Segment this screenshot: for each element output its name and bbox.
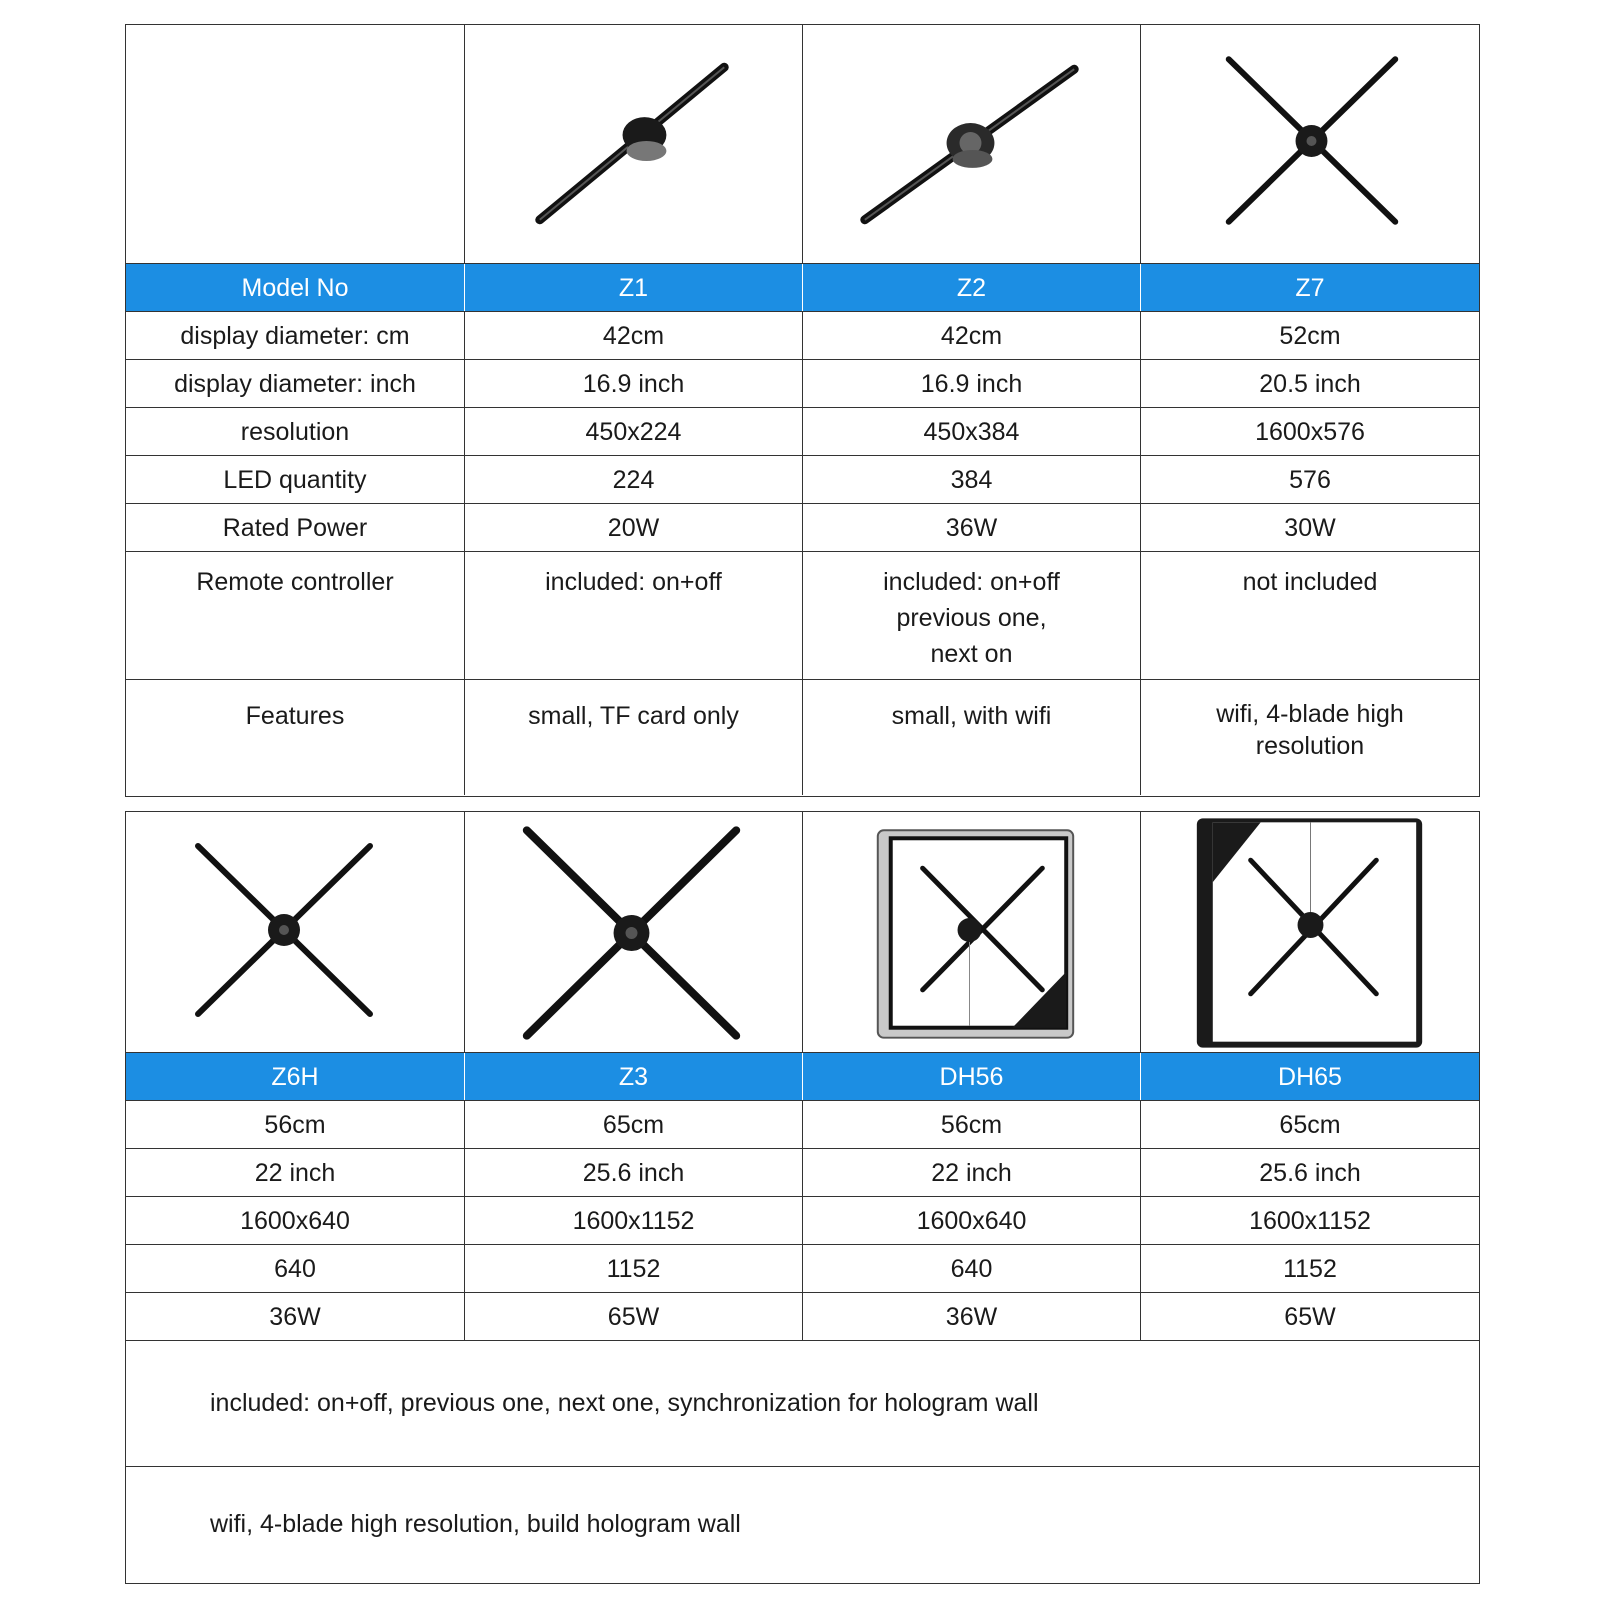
4-blade-hologram-fan-icon: [465, 812, 802, 1052]
dh65-product-image: [1140, 812, 1479, 1052]
z6h-product-image: [126, 812, 464, 1052]
table-row: [126, 1292, 1479, 1340]
framed-hologram-fan-icon: [803, 812, 1140, 1052]
table-cell: 384: [802, 456, 1140, 503]
header-cell: Z1: [464, 264, 802, 311]
table-row: [126, 455, 1479, 503]
row-label: resolution: [240, 417, 350, 446]
row-label: display diameter: inch: [174, 369, 416, 398]
empty-image-cell: [126, 25, 464, 263]
table-cell: 450x224: [464, 408, 802, 455]
dh56-product-image: [802, 812, 1140, 1052]
4-blade-hologram-fan-icon: [1141, 25, 1479, 263]
table-cell: 1152: [464, 1245, 802, 1292]
table-row: [126, 1196, 1479, 1244]
table-cell: small, with wifi: [802, 680, 1140, 795]
table-row: [126, 1148, 1479, 1196]
table-cell: 65W: [1140, 1293, 1479, 1340]
z1-product-image: [464, 25, 802, 263]
model-header-row: [126, 263, 1479, 311]
table-row: [126, 359, 1479, 407]
row-label: Rated Power: [222, 513, 368, 542]
table-cell: 640: [802, 1245, 1140, 1292]
table-cell: 42cm: [802, 312, 1140, 359]
table-row: [126, 407, 1479, 455]
features-row: [126, 679, 1479, 795]
header-cell: Z2: [802, 264, 1140, 311]
table-cell: 52cm: [1140, 312, 1479, 359]
table-cell: 30W: [1140, 504, 1479, 551]
4-blade-hologram-fan-icon: [126, 812, 464, 1052]
header-cell: Z6H: [271, 1062, 319, 1091]
features-line: wifi, 4-blade high: [1216, 700, 1404, 728]
header-cell: DH56: [802, 1053, 1140, 1100]
table-row: [126, 503, 1479, 551]
header-cell: DH65: [1140, 1053, 1479, 1100]
header-cell: Z3: [464, 1053, 802, 1100]
model-header-row: [126, 1052, 1479, 1100]
remote-controller-text: included: on+off, previous one, next one, synchronization for hologram wall: [210, 1389, 1039, 1417]
spec-table-2: [125, 811, 1480, 1584]
row-label: LED quantity: [223, 465, 367, 494]
table-cell: 1600x640: [240, 1206, 350, 1235]
table-cell: 36W: [269, 1302, 321, 1331]
table-cell: 1600x640: [802, 1197, 1140, 1244]
features-row: [126, 1466, 1479, 1582]
table-cell: 224: [464, 456, 802, 503]
table-row: [126, 1100, 1479, 1148]
table-cell: 20.5 inch: [1140, 360, 1479, 407]
remote-controller-row: [126, 1340, 1479, 1466]
spec-table-1: [125, 24, 1480, 797]
table-cell: 1600x576: [1140, 408, 1479, 455]
table-row: [126, 311, 1479, 359]
z2-product-image: [802, 25, 1140, 263]
remote-line: next on: [930, 640, 1013, 668]
table-cell: [1140, 680, 1479, 795]
table-cell: 450x384: [802, 408, 1140, 455]
table-cell: 56cm: [802, 1101, 1140, 1148]
table-cell: 65cm: [1140, 1101, 1479, 1148]
table-cell: 22 inch: [802, 1149, 1140, 1196]
remote-line: previous one,: [896, 604, 1047, 632]
table-cell: 1152: [1140, 1245, 1479, 1292]
table-cell: included: on+off: [464, 552, 802, 679]
features-text: wifi, 4-blade high resolution, build hologram wall: [210, 1510, 741, 1538]
table-cell: 25.6 inch: [1140, 1149, 1479, 1196]
table-cell: 65W: [464, 1293, 802, 1340]
z7-product-image: [1140, 25, 1479, 263]
table-cell: 576: [1140, 456, 1479, 503]
table-cell: 640: [274, 1254, 316, 1283]
framed-hologram-fan-icon: [1141, 812, 1479, 1052]
table-cell: [802, 552, 1140, 679]
table-cell: 56cm: [264, 1110, 326, 1139]
table-cell: small, TF card only: [464, 680, 802, 795]
table-cell: 36W: [802, 504, 1140, 551]
table-cell: 1600x1152: [1140, 1197, 1479, 1244]
row-label: display diameter: cm: [180, 321, 410, 350]
header-cell: Model No: [241, 273, 349, 302]
2-blade-hologram-fan-icon: [803, 25, 1140, 263]
image-row: [126, 25, 1479, 263]
row-label: Remote controller: [196, 568, 394, 596]
header-cell: Z7: [1140, 264, 1479, 311]
table-cell: 65cm: [464, 1101, 802, 1148]
table-cell: 25.6 inch: [464, 1149, 802, 1196]
table-cell: 36W: [802, 1293, 1140, 1340]
2-blade-hologram-fan-icon: [465, 25, 802, 263]
table-cell: 1600x1152: [464, 1197, 802, 1244]
table-cell: 16.9 inch: [464, 360, 802, 407]
z3-product-image: [464, 812, 802, 1052]
table-cell: not included: [1140, 552, 1479, 679]
table-cell: 20W: [464, 504, 802, 551]
table-cell: 16.9 inch: [802, 360, 1140, 407]
features-line: resolution: [1255, 732, 1365, 760]
image-row: [126, 812, 1479, 1052]
table-cell: 42cm: [464, 312, 802, 359]
remote-line: included: on+off: [883, 568, 1060, 596]
table-row: [126, 1244, 1479, 1292]
row-label: Features: [245, 702, 345, 730]
table-cell: 22 inch: [254, 1158, 336, 1187]
remote-controller-row: [126, 551, 1479, 679]
